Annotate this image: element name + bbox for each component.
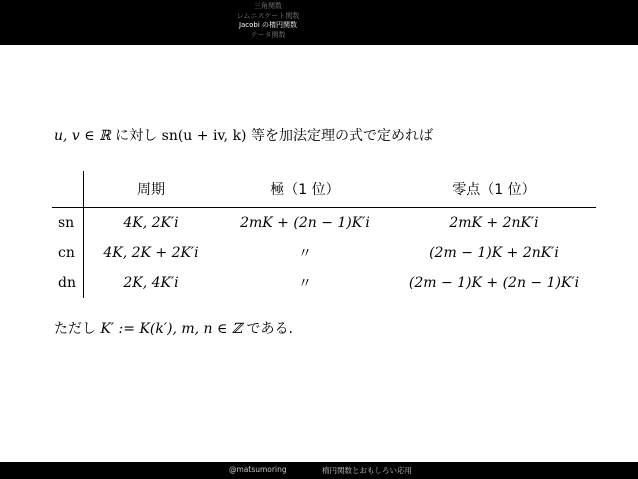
table-row — [52, 238, 596, 268]
header-cell-period: 周期 — [83, 171, 218, 208]
footer-title: 楕円関数とおもしろい応用 — [322, 466, 412, 475]
row-label: cn — [52, 238, 83, 268]
statement-expr: sn(u + iv, k) — [161, 128, 247, 144]
statement-vars: u, v ∈ ℝ — [54, 128, 111, 144]
statement-text2: 等を加法定理の式で定めれば — [246, 128, 433, 144]
period-cell: 4K, 2K + 2K′i — [103, 245, 199, 261]
nav-item-trig[interactable]: 三角関数 — [254, 2, 282, 10]
header-bar — [0, 0, 638, 45]
nav-item-jacobi[interactable]: Jacobi の楕円関数 — [238, 21, 298, 29]
header-cell-empty — [52, 171, 83, 208]
note-expr: K′ := K(k′), m, n ∈ ℤ — [100, 321, 243, 337]
footer-bar — [0, 462, 638, 479]
zero-cell: (2m − 1)K + (2n − 1)K′i — [408, 275, 580, 291]
row-label: sn — [52, 208, 83, 239]
zero-cell: (2m − 1)K + 2nK′i — [429, 245, 559, 261]
pole-cell: 〃 — [297, 276, 312, 292]
footer-author: @matsumoring — [229, 465, 287, 474]
zero-cell: 2mK + 2nK′i — [449, 215, 539, 231]
header-cell-pole: 極（1 位） — [218, 171, 392, 208]
period-cell: 2K, 4K′i — [123, 275, 179, 291]
row-label: dn — [52, 268, 83, 298]
statement-text1: に対し — [110, 128, 162, 144]
pole-cell: 2mK + (2n − 1)K′i — [240, 215, 370, 231]
note-text1: ただし — [54, 321, 101, 337]
nav-item-theta[interactable]: テータ関数 — [250, 30, 286, 39]
table-header-row — [52, 171, 596, 208]
note-text2: である. — [242, 321, 293, 337]
period-cell: 4K, 2K′i — [123, 215, 179, 231]
table-row — [52, 268, 596, 298]
section-nav — [218, 2, 318, 40]
table-row — [52, 208, 596, 239]
note-line — [54, 318, 293, 338]
properties-table — [52, 171, 596, 298]
statement-line — [54, 125, 433, 145]
pole-cell: 〃 — [297, 246, 312, 262]
nav-item-lemniscate[interactable]: レムニスケート関数 — [236, 11, 300, 20]
header-cell-zero: 零点（1 位） — [392, 171, 596, 208]
